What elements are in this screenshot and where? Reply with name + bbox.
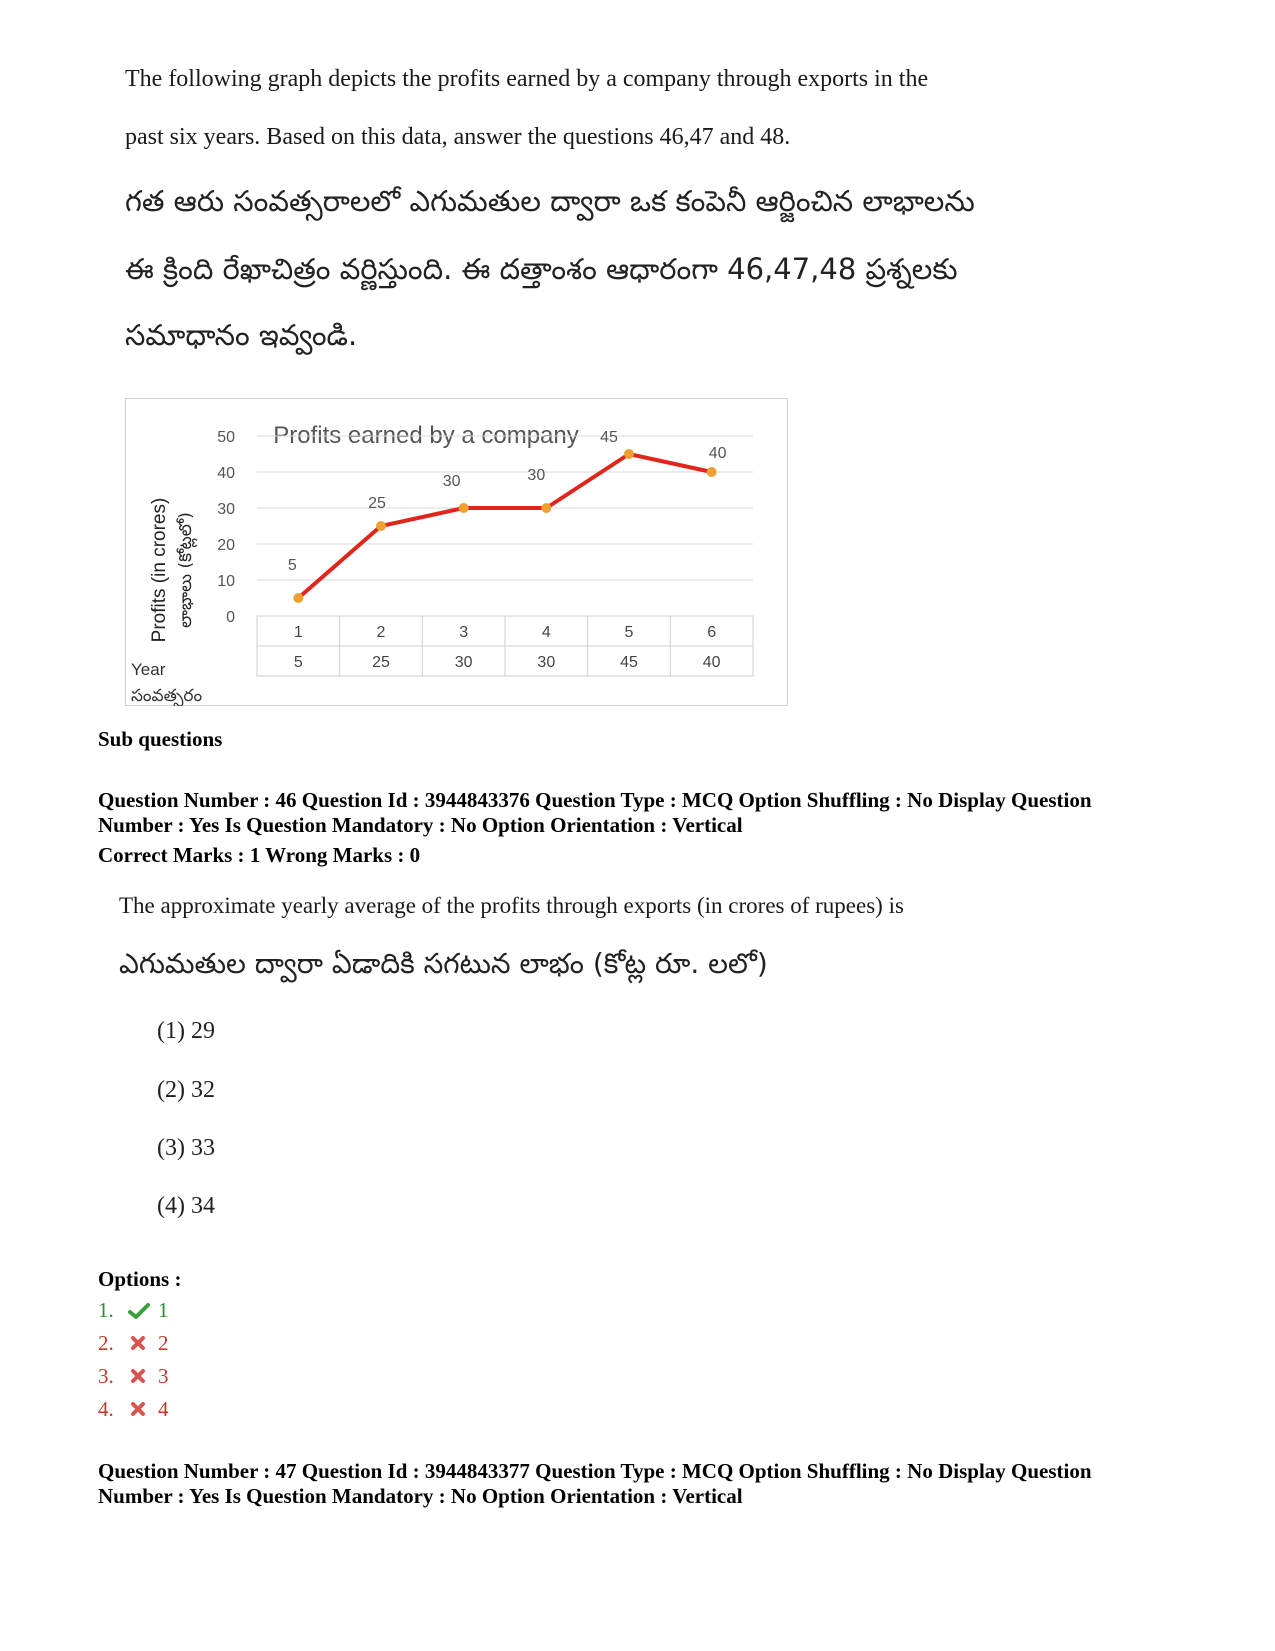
x-axis-label-telugu: సంవత్సరం xyxy=(131,686,203,706)
option-number: 2. xyxy=(98,1331,114,1355)
x-axis-label: Year xyxy=(131,660,166,679)
y-tick-label: 20 xyxy=(217,537,235,554)
intro-line-2: past six years. Based on this data, answer the questions 46,47 and 48. xyxy=(125,124,791,150)
option-row-3 xyxy=(98,1364,169,1389)
data-point xyxy=(459,503,469,513)
data-point xyxy=(541,503,551,513)
data-label: 25 xyxy=(368,495,386,512)
check-icon xyxy=(128,1302,150,1320)
intro-telugu-line-3: సమాధానం ఇవ్వండి. xyxy=(125,318,358,352)
data-label: 30 xyxy=(527,467,546,484)
data-point xyxy=(293,593,303,603)
data-table-value: 40 xyxy=(702,654,721,671)
data-point xyxy=(376,521,386,531)
cross-icon xyxy=(128,1401,150,1419)
q47-meta-line-1: Question Number : 47 Question Id : 3944843377 Question Type : MCQ Option Shuffling : No Display Question xyxy=(98,1459,1092,1483)
q46-text-telugu: ఎగుమతుల ద్వారా ఏడాదికి సగటున లాభం (కోట్ల రూ. లలో) xyxy=(119,947,768,980)
data-point xyxy=(624,449,634,459)
data-table-value: 25 xyxy=(372,654,390,671)
y-tick-label: 0 xyxy=(226,609,235,626)
data-label: 5 xyxy=(287,557,297,574)
option-row-1 xyxy=(98,1298,169,1323)
y-tick-label: 10 xyxy=(217,573,235,590)
x-tick-label: 3 xyxy=(459,624,469,641)
intro-telugu-line-2: ఈ క్రింది రేఖాచిత్రం వర్ణిస్తుంది. ఈ దత్తాంశం ఆధారంగా 46,47,48 ప్రశ్నలకు xyxy=(125,252,958,286)
options-heading: Options : xyxy=(98,1267,182,1291)
option-row-2 xyxy=(98,1331,169,1356)
q47-meta-line-2: Number : Yes Is Question Mandatory : No Option Orientation : Vertical xyxy=(98,1484,743,1508)
x-tick-label: 2 xyxy=(376,624,386,641)
data-table-value: 30 xyxy=(454,654,473,671)
cross-icon xyxy=(128,1368,150,1386)
data-label: 45 xyxy=(600,429,618,446)
q46-meta-line-2: Number : Yes Is Question Mandatory : No Option Orientation : Vertical xyxy=(98,813,743,837)
q46-choice-3: (3) 33 xyxy=(157,1135,215,1161)
x-tick-label: 1 xyxy=(293,624,303,641)
chart-title: Profits earned by a company xyxy=(273,422,579,449)
intro-line-1: The following graph depicts the profits earned by a company through exports in the xyxy=(125,66,929,92)
data-table-value: 5 xyxy=(293,654,303,671)
sub-questions-heading: Sub questions xyxy=(98,727,223,751)
profits-chart xyxy=(125,398,788,706)
option-value: 4 xyxy=(158,1397,169,1421)
q46-choice-2: (2) 32 xyxy=(157,1077,215,1103)
q46-choice-1: (1) 29 xyxy=(157,1018,215,1044)
intro-telugu-line-1: గత ఆరు సంవత్సరాలలో ఎగుమతుల ద్వారా ఒక కంపెనీ ఆర్జించిన లాభాలను xyxy=(125,184,975,218)
data-table-value: 30 xyxy=(537,654,556,671)
option-number: 1. xyxy=(98,1298,114,1322)
y-tick-label: 50 xyxy=(217,429,235,446)
y-axis-label-telugu: లాభాలు (కోట్లలో) xyxy=(176,512,196,628)
option-value: 2 xyxy=(158,1331,169,1355)
y-tick-label: 30 xyxy=(217,501,235,518)
option-row-4 xyxy=(98,1397,169,1422)
option-value: 3 xyxy=(158,1364,169,1388)
data-table-value: 45 xyxy=(620,654,638,671)
option-number: 3. xyxy=(98,1364,114,1388)
x-tick-label: 6 xyxy=(707,624,717,641)
q46-meta-line-1: Question Number : 46 Question Id : 3944843376 Question Type : MCQ Option Shuffling : No Display Question xyxy=(98,788,1092,812)
q46-choice-4: (4) 34 xyxy=(157,1193,215,1219)
y-axis-label: Profits (in crores) xyxy=(149,497,170,643)
option-value: 1 xyxy=(158,1298,169,1322)
data-label: 40 xyxy=(708,445,727,462)
option-number: 4. xyxy=(98,1397,114,1421)
q46-text: The approximate yearly average of the profits through exports (in crores of rupees) is xyxy=(119,893,904,918)
data-point xyxy=(707,467,717,477)
data-label: 30 xyxy=(442,473,461,490)
x-tick-label: 4 xyxy=(541,624,551,641)
cross-icon xyxy=(128,1335,150,1353)
y-tick-label: 40 xyxy=(217,465,235,482)
q46-marks: Correct Marks : 1 Wrong Marks : 0 xyxy=(98,843,421,867)
chart-svg xyxy=(125,398,788,706)
x-tick-label: 5 xyxy=(624,624,634,641)
